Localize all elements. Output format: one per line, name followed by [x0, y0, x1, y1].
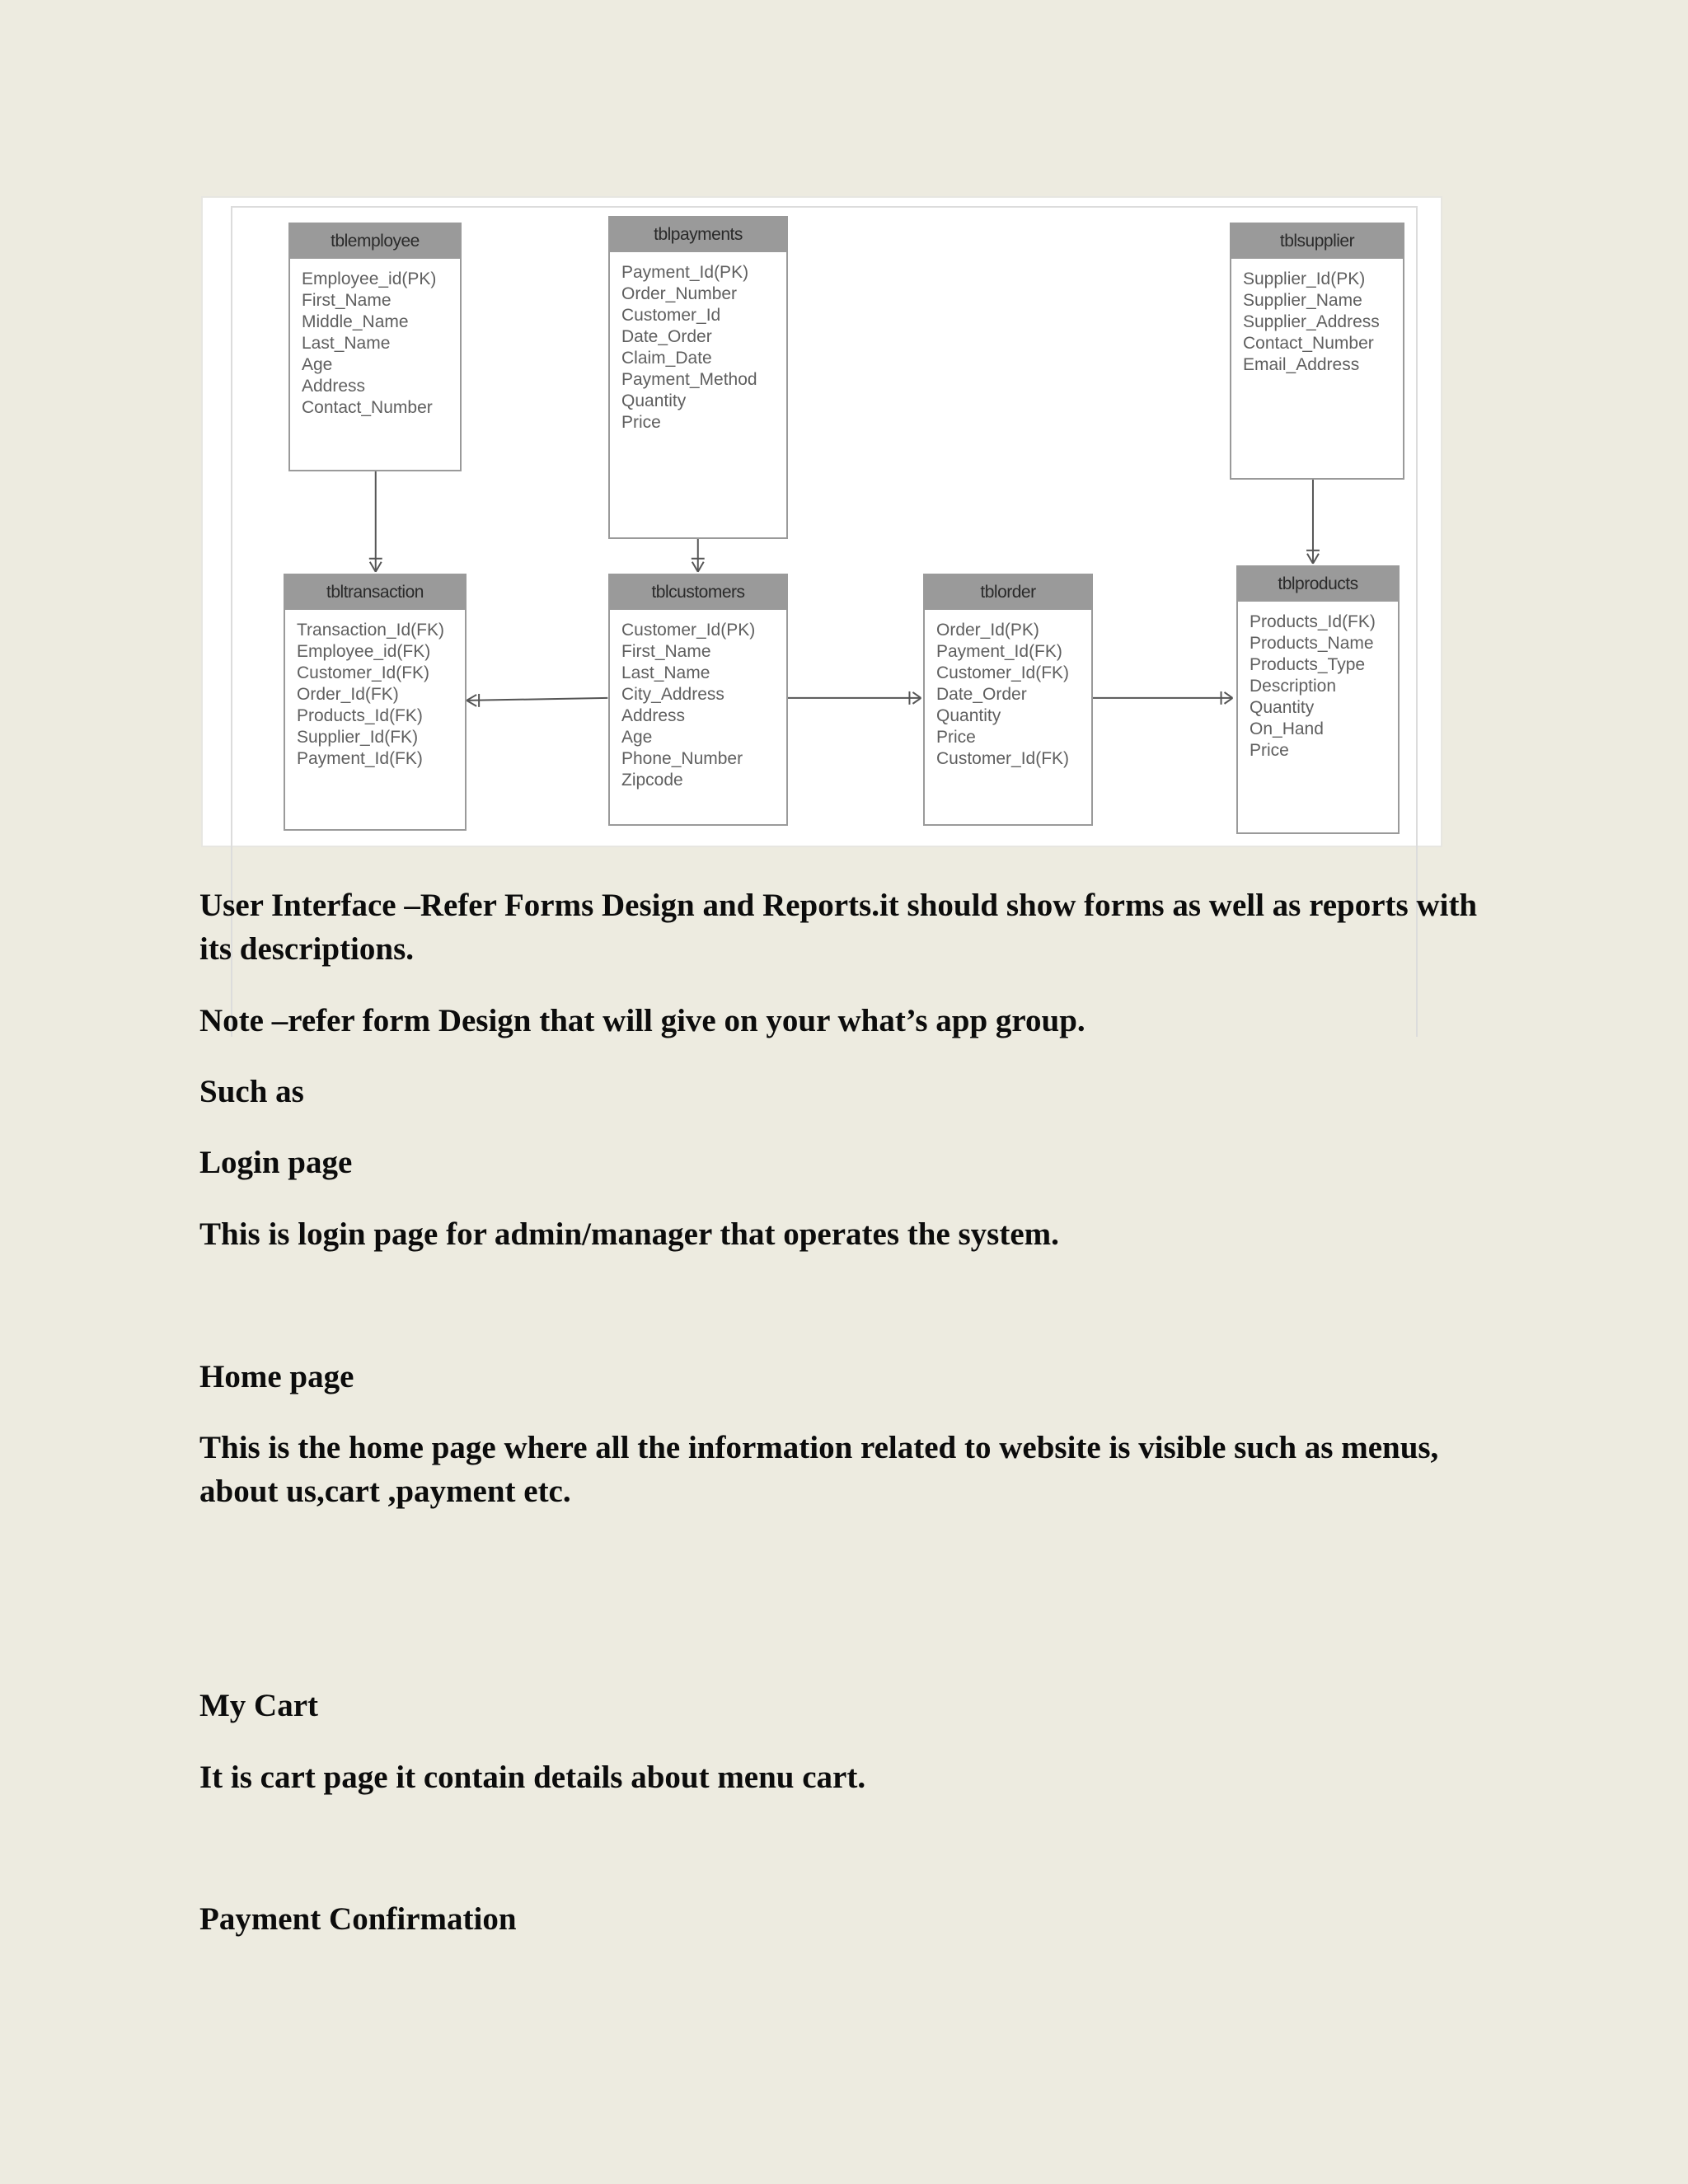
- entity-field: Phone_Number: [621, 749, 743, 768]
- entity-field: Age: [302, 355, 333, 374]
- entity-tblorder: [923, 574, 1093, 826]
- entity-field-list: [610, 610, 786, 791]
- entity-tblpayments: [608, 216, 788, 539]
- my-cart-description: It is cart page it contain details about menu cart.: [199, 1760, 866, 1795]
- entity-field: Last_Name: [621, 663, 710, 682]
- rel-customers-transaction: [467, 698, 607, 701]
- entity-field-list: [285, 610, 465, 770]
- entity-field: Order_Id(PK): [936, 621, 1039, 640]
- entity-tblsupplier: [1230, 223, 1404, 480]
- entity-field: Zipcode: [621, 771, 683, 790]
- entity-field-list: [610, 252, 786, 434]
- entity-field: Supplier_Id(PK): [1243, 269, 1366, 288]
- entity-field-list: [1231, 259, 1403, 376]
- entity-field: Order_Number: [621, 284, 738, 303]
- entity-field: Transaction_Id(FK): [297, 621, 444, 640]
- entity-field: Supplier_Address: [1243, 312, 1380, 331]
- entity-field: Supplier_Name: [1243, 291, 1362, 310]
- entity-field: Products_Name: [1250, 634, 1374, 653]
- entity-field: Middle_Name: [302, 312, 409, 331]
- entity-field-list: [1238, 602, 1398, 762]
- entity-field: Contact_Number: [302, 398, 433, 417]
- entity-field: Quantity: [1250, 698, 1315, 717]
- entity-field-list: [290, 259, 460, 419]
- entity-tblcustomers: [608, 574, 788, 826]
- entity-field: First_Name: [621, 642, 711, 661]
- entity-tbltransaction: [284, 574, 467, 831]
- home-page-description: This is the home page where all the information related to website is visible such as menus, about us,cart ,payment etc.: [199, 1430, 1439, 1509]
- note-text: Note –refer form Design that will give on your what’s app group.: [199, 1003, 1085, 1038]
- entity-title: tblcustomers: [610, 575, 786, 610]
- my-cart-title: My Cart: [199, 1688, 319, 1723]
- entity-field: Supplier_Id(FK): [297, 728, 419, 747]
- entity-field: Payment_Method: [621, 370, 757, 389]
- entity-title: tblorder: [925, 575, 1091, 610]
- entity-field: Customer_Id(FK): [297, 663, 430, 682]
- entity-field: Address: [302, 377, 366, 396]
- such-as-text: Such as: [199, 1074, 304, 1109]
- entity-title: tblproducts: [1238, 567, 1398, 602]
- login-page-title: Login page: [199, 1145, 353, 1180]
- entity-field: Email_Address: [1243, 355, 1360, 374]
- entity-field: Age: [621, 728, 653, 747]
- entity-field: Products_Type: [1250, 655, 1366, 674]
- ui-heading: User Interface –Refer Forms Design and Reports.it should show forms as well as reports with its descriptions.: [199, 888, 1478, 967]
- entity-tblproducts: [1236, 565, 1400, 834]
- entity-field: Payment_Id(FK): [936, 642, 1062, 661]
- entity-field: Customer_Id: [621, 306, 721, 325]
- entity-field: Description: [1250, 677, 1337, 696]
- entity-field: Price: [936, 728, 976, 747]
- entity-field: Date_Order: [621, 327, 712, 346]
- entity-field: Payment_Id(FK): [297, 749, 423, 768]
- entity-field: Products_Id(FK): [1250, 612, 1376, 631]
- entity-field: Last_Name: [302, 334, 391, 353]
- entity-field: Employee_id(FK): [297, 642, 431, 661]
- entity-field: Address: [621, 706, 686, 725]
- login-page-description: This is login page for admin/manager that operates the system.: [199, 1216, 1059, 1252]
- entity-field: On_Hand: [1250, 719, 1324, 738]
- entity-field: City_Address: [621, 685, 724, 704]
- entity-title: tbltransaction: [285, 575, 465, 610]
- entity-field: Products_Id(FK): [297, 706, 423, 725]
- entity-field: Customer_Id(FK): [936, 749, 1070, 768]
- entity-field: Quantity: [936, 706, 1001, 725]
- entity-field: Employee_id(PK): [302, 269, 437, 288]
- entity-field: Customer_Id(PK): [621, 621, 756, 640]
- entity-field: Order_Id(FK): [297, 685, 399, 704]
- home-page-title: Home page: [199, 1359, 354, 1394]
- entity-tblemployee: [288, 223, 462, 471]
- entity-title: tblemployee: [290, 224, 460, 259]
- entity-field: First_Name: [302, 291, 392, 310]
- entity-field: Customer_Id(FK): [936, 663, 1070, 682]
- payment-confirmation-title: Payment Confirmation: [199, 1901, 517, 1937]
- entity-title: tblpayments: [610, 218, 786, 252]
- entity-field: Claim_Date: [621, 349, 712, 368]
- entity-title: tblsupplier: [1231, 224, 1403, 259]
- entity-field: Date_Order: [936, 685, 1027, 704]
- entity-field: Price: [1250, 741, 1289, 760]
- entity-field: Contact_Number: [1243, 334, 1374, 353]
- entity-field: Quantity: [621, 391, 687, 410]
- er-diagram-image: [201, 196, 1442, 847]
- entity-field-list: [925, 610, 1091, 770]
- entity-field: Price: [621, 413, 661, 432]
- entity-field: Payment_Id(PK): [621, 263, 749, 282]
